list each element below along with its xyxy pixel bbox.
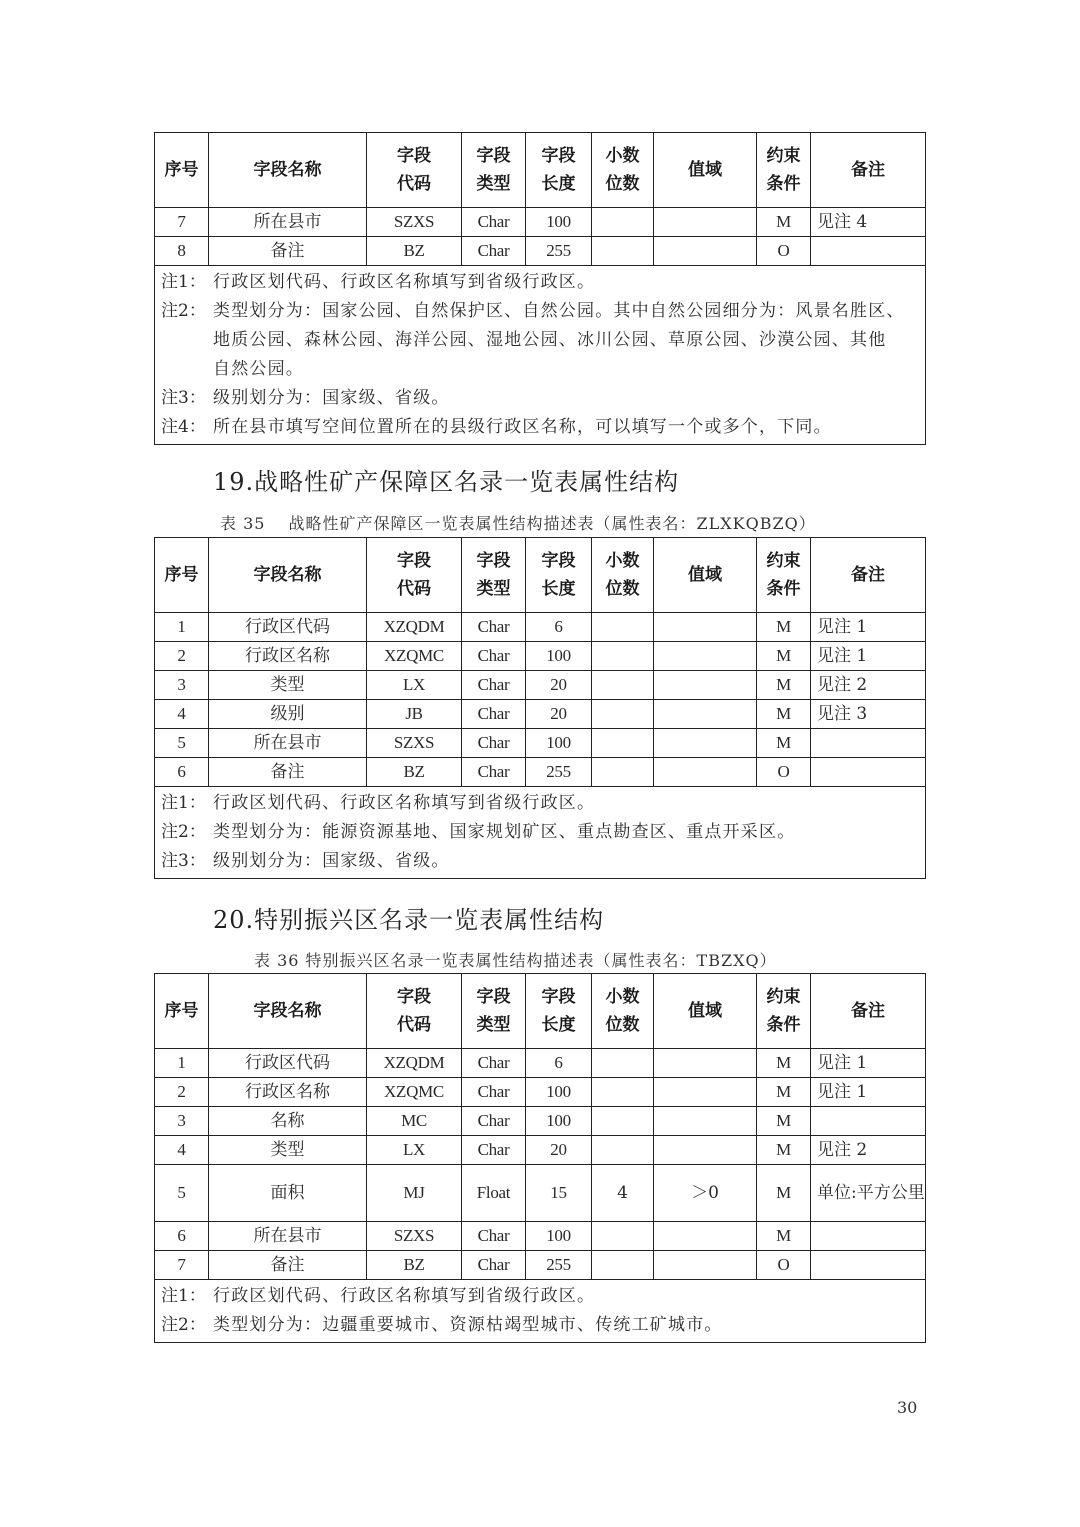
- cell-seq: 6: [155, 1222, 209, 1251]
- cell-remark: 见注 1: [811, 613, 926, 642]
- cell-length: 20: [526, 1136, 592, 1165]
- notes-row: [155, 787, 926, 879]
- cell-code: XZQMC: [367, 1078, 462, 1107]
- cell-constraint: M: [757, 1078, 811, 1107]
- section-20-title: 20.特别振兴区名录一览表属性结构: [213, 906, 605, 934]
- cell-code: BZ: [367, 1251, 462, 1280]
- header-domain: 值域: [654, 538, 757, 613]
- cell-constraint: M: [757, 208, 811, 237]
- cell-name: 所在县市: [209, 208, 367, 237]
- cell-remark: 见注 2: [811, 671, 926, 700]
- cell-seq: 6: [155, 758, 209, 787]
- note-line: [161, 847, 919, 876]
- cell-code: JB: [367, 700, 462, 729]
- cell-length: 20: [526, 671, 592, 700]
- cell-seq: 3: [155, 1107, 209, 1136]
- note-label: 注2：: [161, 822, 206, 842]
- cell-code: MJ: [367, 1165, 462, 1222]
- cell-decimals: [592, 642, 654, 671]
- note-label: [161, 326, 213, 355]
- cell-decimals: [592, 1251, 654, 1280]
- cell-length: 100: [526, 1078, 592, 1107]
- note-line: [161, 326, 919, 355]
- note-label: [161, 355, 213, 384]
- cell-decimals: [592, 700, 654, 729]
- note-line: [161, 413, 919, 442]
- cell-domain: [654, 671, 757, 700]
- note-text: 自然公园。: [213, 359, 304, 379]
- cell-decimals: 4: [592, 1165, 654, 1222]
- cell-decimals: [592, 613, 654, 642]
- notes-cell: [155, 1280, 926, 1343]
- cell-domain: ＞0: [654, 1165, 757, 1222]
- note-text: 类型划分为：边疆重要城市、资源枯竭型城市、传统工矿城市。: [213, 1315, 723, 1335]
- cell-domain: [654, 208, 757, 237]
- table-row: [155, 700, 926, 729]
- note-text: 类型划分为：国家公园、自然保护区、自然公园。其中自然公园细分为：风景名胜区、: [213, 301, 905, 321]
- cell-type: Char: [462, 700, 526, 729]
- cell-domain: [654, 237, 757, 266]
- cell-type: Char: [462, 642, 526, 671]
- cell-remark: 见注 4: [811, 208, 926, 237]
- cell-constraint: M: [757, 642, 811, 671]
- cell-name: 行政区代码: [209, 1049, 367, 1078]
- cell-type: Char: [462, 208, 526, 237]
- cell-domain: [654, 613, 757, 642]
- note-text: 行政区划代码、行政区名称填写到省级行政区。: [213, 1286, 596, 1306]
- cell-domain: [654, 1049, 757, 1078]
- cell-type: Char: [462, 1078, 526, 1107]
- note-text: 行政区划代码、行政区名称填写到省级行政区。: [213, 793, 596, 813]
- cell-remark: 见注 3: [811, 700, 926, 729]
- header-length: 字段 长度: [526, 133, 592, 208]
- note-label: 注1：: [161, 1286, 206, 1306]
- cell-constraint: M: [757, 1107, 811, 1136]
- cell-decimals: [592, 237, 654, 266]
- table-row: [155, 208, 926, 237]
- page-number: 30: [897, 1398, 918, 1417]
- cell-domain: [654, 729, 757, 758]
- cell-remark: [811, 729, 926, 758]
- header-name: 字段名称: [209, 538, 367, 613]
- cell-decimals: [592, 1049, 654, 1078]
- header-type: 字段 类型: [462, 974, 526, 1049]
- table-36-caption: 表 36 特别振兴区名录一览表属性结构描述表（属性表名：TBZXQ）: [254, 951, 777, 970]
- header-type: 字段 类型: [462, 538, 526, 613]
- table-row: [155, 1251, 926, 1280]
- cell-type: Char: [462, 729, 526, 758]
- table-header-row: [155, 974, 926, 1049]
- cell-seq: 2: [155, 1078, 209, 1107]
- header-seq: 序号: [155, 133, 209, 208]
- table-row: [155, 1165, 926, 1222]
- note-label: 注1：: [161, 793, 206, 813]
- header-seq: 序号: [155, 538, 209, 613]
- cell-type: Char: [462, 237, 526, 266]
- table-row: [155, 1049, 926, 1078]
- cell-length: 6: [526, 613, 592, 642]
- note-text: 地质公园、森林公园、海洋公园、湿地公园、冰川公园、草原公园、沙漠公园、其他: [213, 330, 887, 350]
- note-text: 级别划分为：国家级、省级。: [213, 851, 450, 871]
- cell-constraint: M: [757, 613, 811, 642]
- header-domain: 值域: [654, 974, 757, 1049]
- cell-remark: [811, 758, 926, 787]
- cell-seq: 1: [155, 613, 209, 642]
- note-line: [161, 297, 919, 326]
- cell-constraint: O: [757, 758, 811, 787]
- note-text: 类型划分为：能源资源基地、国家规划矿区、重点勘查区、重点开采区。: [213, 822, 796, 842]
- cell-length: 255: [526, 1251, 592, 1280]
- cell-type: Char: [462, 613, 526, 642]
- cell-decimals: [592, 1107, 654, 1136]
- table-35-caption: 表 35 战略性矿产保障区一览表属性结构描述表（属性表名：ZLXKQBZQ）: [220, 514, 816, 533]
- note-line: [161, 818, 919, 847]
- cell-length: 15: [526, 1165, 592, 1222]
- header-constraint: 约束 条件: [757, 133, 811, 208]
- note-label: 注3：: [161, 388, 206, 408]
- header-type: 字段 类型: [462, 133, 526, 208]
- header-code: 字段 代码: [367, 538, 462, 613]
- table-header-row: [155, 133, 926, 208]
- cell-remark: 见注 2: [811, 1136, 926, 1165]
- table-35: [154, 537, 926, 879]
- cell-length: 255: [526, 758, 592, 787]
- cell-name: 面积: [209, 1165, 367, 1222]
- table-36: [154, 973, 926, 1343]
- header-decimals: 小数 位数: [592, 538, 654, 613]
- header-remark: 备注: [811, 974, 926, 1049]
- cell-type: Char: [462, 1136, 526, 1165]
- cell-length: 100: [526, 729, 592, 758]
- cell-constraint: M: [757, 671, 811, 700]
- cell-code: XZQDM: [367, 1049, 462, 1078]
- cell-seq: 5: [155, 729, 209, 758]
- cell-remark: 见注 1: [811, 1078, 926, 1107]
- cell-decimals: [592, 729, 654, 758]
- cell-decimals: [592, 1078, 654, 1107]
- header-decimals: 小数 位数: [592, 974, 654, 1049]
- cell-type: Char: [462, 1107, 526, 1136]
- cell-type: Char: [462, 1251, 526, 1280]
- cell-length: 20: [526, 700, 592, 729]
- table-row: [155, 758, 926, 787]
- header-remark: 备注: [811, 133, 926, 208]
- note-label: 注1：: [161, 272, 206, 292]
- table-row: [155, 642, 926, 671]
- cell-name: 行政区名称: [209, 1078, 367, 1107]
- cell-domain: [654, 1078, 757, 1107]
- notes-row: [155, 266, 926, 445]
- header-constraint: 约束 条件: [757, 974, 811, 1049]
- table-row: [155, 1107, 926, 1136]
- cell-seq: 4: [155, 700, 209, 729]
- notes-cell: [155, 787, 926, 879]
- cell-constraint: O: [757, 1251, 811, 1280]
- cell-constraint: M: [757, 700, 811, 729]
- cell-code: BZ: [367, 758, 462, 787]
- table-34-continued: [154, 132, 926, 445]
- note-line: [161, 1311, 919, 1340]
- cell-type: Char: [462, 1049, 526, 1078]
- note-line: [161, 355, 919, 384]
- note-text: 行政区划代码、行政区名称填写到省级行政区。: [213, 272, 596, 292]
- cell-seq: 1: [155, 1049, 209, 1078]
- cell-seq: 4: [155, 1136, 209, 1165]
- header-length: 字段 长度: [526, 974, 592, 1049]
- header-code: 字段 代码: [367, 133, 462, 208]
- cell-remark: [811, 237, 926, 266]
- cell-constraint: M: [757, 1136, 811, 1165]
- cell-name: 类型: [209, 1136, 367, 1165]
- header-name: 字段名称: [209, 974, 367, 1049]
- cell-type: Char: [462, 671, 526, 700]
- cell-name: 类型: [209, 671, 367, 700]
- cell-code: XZQMC: [367, 642, 462, 671]
- header-length: 字段 长度: [526, 538, 592, 613]
- cell-code: SZXS: [367, 208, 462, 237]
- table-row: [155, 729, 926, 758]
- cell-domain: [654, 1107, 757, 1136]
- cell-seq: 5: [155, 1165, 209, 1222]
- cell-remark: [811, 1251, 926, 1280]
- note-line: [161, 268, 919, 297]
- cell-name: 备注: [209, 1251, 367, 1280]
- cell-length: 255: [526, 237, 592, 266]
- header-code: 字段 代码: [367, 974, 462, 1049]
- note-text: 级别划分为：国家级、省级。: [213, 388, 450, 408]
- notes-row: [155, 1280, 926, 1343]
- header-decimals: 小数 位数: [592, 133, 654, 208]
- cell-constraint: M: [757, 729, 811, 758]
- table-row: [155, 1078, 926, 1107]
- cell-decimals: [592, 1136, 654, 1165]
- cell-seq: 8: [155, 237, 209, 266]
- cell-type: Float: [462, 1165, 526, 1222]
- cell-length: 100: [526, 1222, 592, 1251]
- header-domain: 值域: [654, 133, 757, 208]
- table-row: [155, 1136, 926, 1165]
- cell-type: Char: [462, 758, 526, 787]
- cell-domain: [654, 1136, 757, 1165]
- table-row: [155, 671, 926, 700]
- cell-length: 100: [526, 642, 592, 671]
- cell-decimals: [592, 671, 654, 700]
- cell-domain: [654, 1222, 757, 1251]
- table-row: [155, 613, 926, 642]
- note-label: 注4：: [161, 417, 206, 437]
- section-19-title: 19.战略性矿产保障区名录一览表属性结构: [213, 468, 680, 496]
- header-constraint: 约束 条件: [757, 538, 811, 613]
- cell-decimals: [592, 1222, 654, 1251]
- cell-name: 备注: [209, 237, 367, 266]
- cell-code: XZQDM: [367, 613, 462, 642]
- cell-domain: [654, 758, 757, 787]
- notes-cell: [155, 266, 926, 445]
- note-line: [161, 789, 919, 818]
- cell-seq: 7: [155, 1251, 209, 1280]
- cell-remark: 见注 1: [811, 1049, 926, 1078]
- cell-seq: 7: [155, 208, 209, 237]
- note-line: [161, 384, 919, 413]
- cell-name: 备注: [209, 758, 367, 787]
- cell-constraint: M: [757, 1165, 811, 1222]
- note-line: [161, 1282, 919, 1311]
- header-remark: 备注: [811, 538, 926, 613]
- header-seq: 序号: [155, 974, 209, 1049]
- note-label: 注2：: [161, 1315, 206, 1335]
- cell-decimals: [592, 208, 654, 237]
- cell-remark: [811, 1107, 926, 1136]
- cell-length: 6: [526, 1049, 592, 1078]
- cell-domain: [654, 700, 757, 729]
- cell-domain: [654, 1251, 757, 1280]
- cell-name: 级别: [209, 700, 367, 729]
- cell-constraint: M: [757, 1049, 811, 1078]
- cell-constraint: O: [757, 237, 811, 266]
- cell-code: SZXS: [367, 1222, 462, 1251]
- table-header-row: [155, 538, 926, 613]
- cell-name: 行政区名称: [209, 642, 367, 671]
- cell-name: 所在县市: [209, 1222, 367, 1251]
- cell-length: 100: [526, 1107, 592, 1136]
- cell-decimals: [592, 758, 654, 787]
- cell-type: Char: [462, 1222, 526, 1251]
- cell-length: 100: [526, 208, 592, 237]
- cell-remark: 见注 1: [811, 642, 926, 671]
- cell-domain: [654, 642, 757, 671]
- cell-name: 名称: [209, 1107, 367, 1136]
- cell-remark: [811, 1222, 926, 1251]
- table-row: [155, 237, 926, 266]
- cell-code: BZ: [367, 237, 462, 266]
- cell-name: 所在县市: [209, 729, 367, 758]
- table-row: [155, 1222, 926, 1251]
- note-label: 注3：: [161, 851, 206, 871]
- cell-seq: 3: [155, 671, 209, 700]
- cell-constraint: M: [757, 1222, 811, 1251]
- cell-name: 行政区代码: [209, 613, 367, 642]
- cell-remark: 单位:平方公里: [811, 1165, 926, 1222]
- note-label: 注2：: [161, 301, 206, 321]
- header-name: 字段名称: [209, 133, 367, 208]
- cell-code: LX: [367, 1136, 462, 1165]
- cell-seq: 2: [155, 642, 209, 671]
- cell-code: SZXS: [367, 729, 462, 758]
- note-text: 所在县市填写空间位置所在的县级行政区名称，可以填写一个或多个，下同。: [213, 417, 832, 437]
- cell-code: MC: [367, 1107, 462, 1136]
- cell-code: LX: [367, 671, 462, 700]
